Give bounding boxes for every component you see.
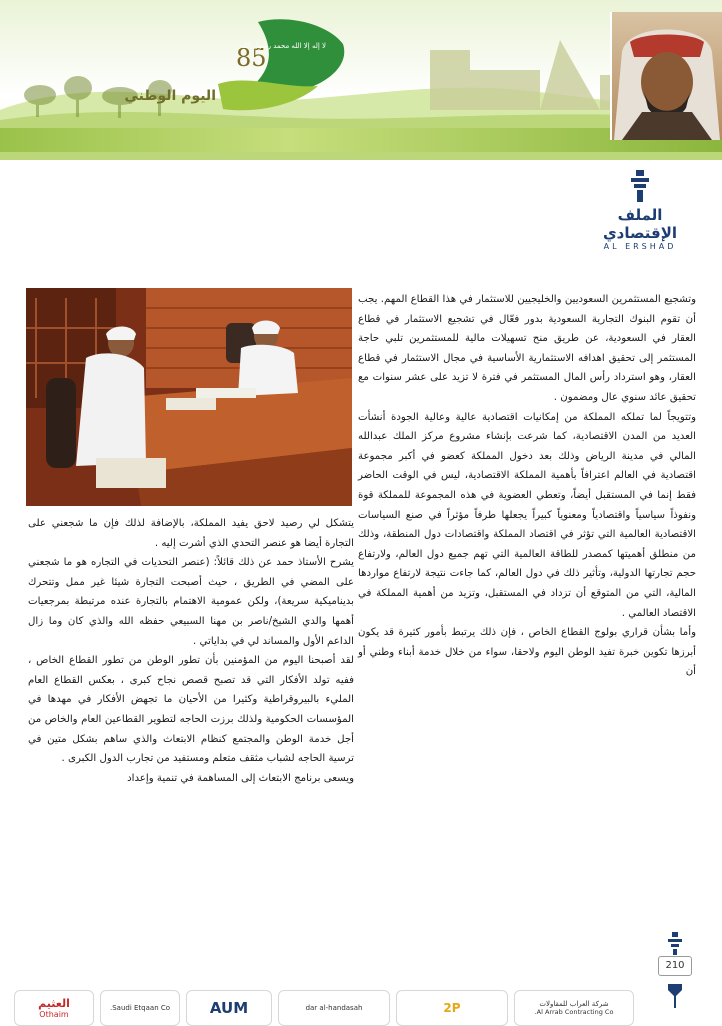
paragraph: لقد أصبحنا اليوم من المؤمنين بأن تطور الوطن من تطور القطاع الخاص ، ففيه تولد الأفكار التي قد تصبح قصص نجاح كبرى ، بعكس القطاع العام المليء بالبيروقراطية وكثيرا من الأحيان ما تجهض الأفكار في مهدها في المؤسسات الحكومية ولذلك برزت الحاجه لتطوير القطاعين العام والخاص من أجل خدمة الوطن والمجتمع كنظام الابتعاث والذي ساهم بشكل متين في ترسية الحاجه لشباب مثقف متعلم ومستفيد من تجارب الدول الكبرى . <box>28 655 354 765</box>
portrait-figure <box>612 12 722 140</box>
magazine-brand <box>580 168 700 251</box>
sponsor-logos <box>14 990 634 1024</box>
paragraph: وتتويجاً لما تملكه المملكة من إمكانيات اقتصادية عالية وعالية الجودة أنشأت العديد من المدن الاقتصادية، كما شرعت بإنشاء مشروع مركز الملك عبدالله المالي في مدينة الرياض وذلك بعد دخول المملكة كعضو في أكبر مجموعة اقتصادية في العالم اعترافاً بأهمية المملكة الاقتصادية، ليس في الوقت الحاضر فقط إنما في المستقبل أيضاً، وتعطي العضوية في هذه المجموعة للمملكة قوة ونفوذاً سياسياً واقتصادياً ومعنوياً كبيراً يجعلها طرفاً مؤثراً في صنع السياسات الاقتصادية العالمية التي تؤثر في اقتصاد المملكة واقتصادات دول المنطقة، وذلك من منطلق أهميتها كمصدر للطاقة العالمية التي تهم جميع دول العالم، ولارتفاع حجم تجارتها الدولية، وتأثير ذلك في دول العالم، كما جاءت نتيجة لارتفاع مواردها المالية، التي من المتوقع أن تزداد في المستقبل، وتزيد من أهمية المملكة في الاقتصاد العالمي . <box>358 411 696 619</box>
sponsor-name-ar: شركة العراب للمقاولات <box>539 1000 609 1008</box>
king-portrait <box>610 12 722 140</box>
emblem-script: لا إله إلا الله محمد رسول الله <box>240 42 326 50</box>
brand-name-english: AL ERSHAD <box>603 242 677 251</box>
national-day-85-emblem <box>124 14 348 124</box>
sponsor-name-ar: العثيم <box>38 997 70 1010</box>
sponsor-name-en: dar al-handasah <box>305 1004 363 1012</box>
sponsor-logo-dar <box>278 990 390 1026</box>
sponsor-name-en: Al Arrab Contracting Co. <box>534 1008 614 1016</box>
sponsor-name-en: AUM <box>209 999 249 1017</box>
paragraph: يشرح الأستاذ حمد عن ذلك قائلاً: (عنصر التحديات في التجاره هو ما شجعني على المضي في الطريق ، حيث أصبحت التجارة شيئا غير ممل وتتحرك بديناميكية سريعة)، ولكن عمومية الاهتمام بالتجارة عنده مرتبطة بمرجعيات أهمها والدي الشيخ/ناصر بن مهنا السبيعي حفظه الله والذي كان وما زال الداعم الأول والمساند لي في بداياتي . <box>28 557 354 647</box>
brand-name-arabic: الملف الإقتصادي <box>602 206 678 242</box>
paragraph: وتشجيع المستثمرين السعوديين والخليجيين للاستثمار في هذا القطاع المهم. يجب أن تقوم البنوك التجارية السعودية بدور فعّال في تشجيع الاستثمار في قطاع العقار في السعودية، عن طريق منح تسهيلات مالية للمستثمرين تلبي حاجة المستثمر إلى تحقيق اهدافه الاستثمارية الأساسية في مجال الاستثمار في قطاع العقار، وهو استرداد رأس المال المستثمر في فترة لا تزيد على عشر سنوات مع تحقيق عائد سنوي عال ومضمون . <box>358 294 696 403</box>
header-banner <box>0 0 722 160</box>
article-left-column <box>28 514 354 788</box>
page-marker-icon <box>662 930 688 956</box>
sponsor-logo-aum <box>186 990 272 1026</box>
sponsor-name-en: 2P <box>443 1001 461 1015</box>
page-number: 210 <box>658 956 692 976</box>
office-meeting-photo <box>26 288 352 506</box>
sponsor-name-en: Saudi Etqaan Co. <box>109 1004 171 1012</box>
sponsor-logo-othaim <box>14 990 94 1026</box>
sponsor-logo-2p <box>396 990 508 1026</box>
paragraph: وأما بشأن قراري بولوج القطاع الخاص ، فإن ذلك يرتبط بأمور كثيرة قد يكون أبرزها تكوين خبرة تفيد الوطن اليوم ولاحقا، سواء من خلال خدمة أبناء وطني أو أن <box>358 627 696 678</box>
sponsor-logo-etqaan <box>100 990 180 1026</box>
paragraph: ويسعى برنامج الابتعاث إلى المساهمة في تنمية وإعداد <box>127 772 354 784</box>
paragraph: يتشكل لي رصيد لاحق يفيد المملكة، بالإضافة لذلك فإن ما شجعني على التجارة أيضا هو عنصر التحدي الذي أشرت إليه . <box>28 518 354 549</box>
brand-mark-icon <box>662 980 688 1010</box>
sponsor-name-en: Othaim <box>39 1010 69 1019</box>
article-right-column <box>358 290 696 682</box>
brand-logo-icon <box>627 168 653 204</box>
sponsor-logo-arrab <box>514 990 634 1026</box>
emblem-text: اليوم الوطني <box>124 88 216 104</box>
emblem-number: 85 <box>236 44 267 72</box>
